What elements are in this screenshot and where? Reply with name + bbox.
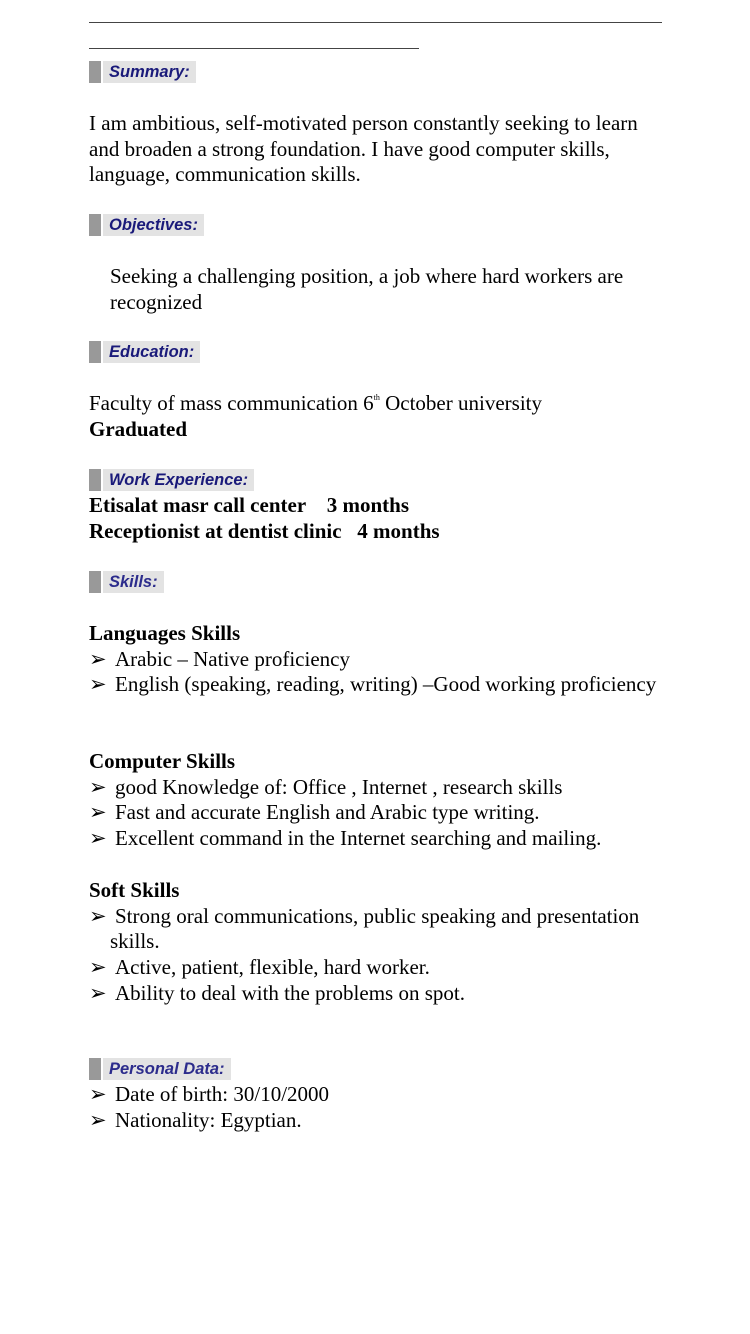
summary-title: Summary: [103,61,196,83]
arrow-bullet-icon: ➢ [89,1107,107,1132]
languages-skills-title: Languages Skills [89,621,241,645]
list-item: ➢ Date of birth: 30/10/2000 [89,1082,330,1106]
skills-title: Skills: [103,571,164,593]
soft-skills-block [89,878,669,1007]
arrow-bullet-icon: ➢ [89,774,107,799]
arrow-bullet-icon: ➢ [89,672,107,697]
heading-bar [89,571,101,593]
heading-bar [89,61,101,83]
work-heading [89,469,254,491]
heading-bar [89,469,101,491]
education-university: October university [379,391,542,415]
personal-heading [89,1058,231,1080]
education-ordinal-suffix: th [373,393,380,402]
objectives-text: Seeking a challenging position, a job where hard workers are recognized [110,264,624,314]
summary-heading [89,61,196,83]
education-line [89,391,669,417]
work-title: Work Experience: [103,469,254,491]
list-item: ➢ Ability to deal with the problems on spot. [89,980,465,1005]
summary-text: I am ambitious, self-motivated person constantly seeking to learn and broaden a strong foundation. I have good computer skills, language, communication skills. [89,111,638,187]
list-item: ➢ Nationality: Egyptian. [89,1107,302,1132]
education-title: Education: [103,341,200,363]
arrow-bullet-icon: ➢ [89,980,107,1005]
arrow-bullet-icon: ➢ [89,646,107,671]
soft-skills-title: Soft Skills [89,878,180,902]
arrow-bullet-icon: ➢ [89,826,107,851]
list-item: ➢ Active, patient, flexible, hard worker. [89,955,430,980]
list-item: ➢ English (speaking, reading, writing) –Good working proficiency [89,672,657,697]
computer-skills-title: Computer Skills [89,749,236,773]
heading-bar [89,214,101,236]
arrow-bullet-icon: ➢ [89,800,107,825]
top-divider-short [89,48,419,49]
arrow-bullet-icon: ➢ [89,1082,107,1106]
education-status: Graduated [89,417,188,441]
objectives-heading [89,214,204,236]
list-item: ➢ Excellent command in the Internet searching and mailing. [89,826,602,851]
computer-skills-block [89,749,669,852]
languages-skills-block [89,621,669,698]
skills-heading [89,571,164,593]
list-item: ➢ Fast and accurate English and Arabic type writing. [89,800,540,825]
personal-data-block [89,1082,669,1133]
personal-title: Personal Data: [103,1058,231,1080]
heading-bar [89,341,101,363]
list-item: ➢ good Knowledge of: Office , Internet , research skills [89,774,563,799]
work-item: Receptionist at dentist clinic 4 months [89,519,440,543]
education-degree: Faculty of mass communication 6 [89,391,374,415]
education-heading [89,341,200,363]
objectives-title: Objectives: [103,214,204,236]
top-divider [89,22,662,23]
work-item: Etisalat masr call center 3 months [89,493,410,517]
arrow-bullet-icon: ➢ [89,955,107,980]
list-item: ➢ Strong oral communications, public speaking and presentation skills. [89,903,640,954]
list-item: ➢ Arabic – Native proficiency [89,646,350,671]
arrow-bullet-icon: ➢ [89,903,107,928]
heading-bar [89,1058,101,1080]
